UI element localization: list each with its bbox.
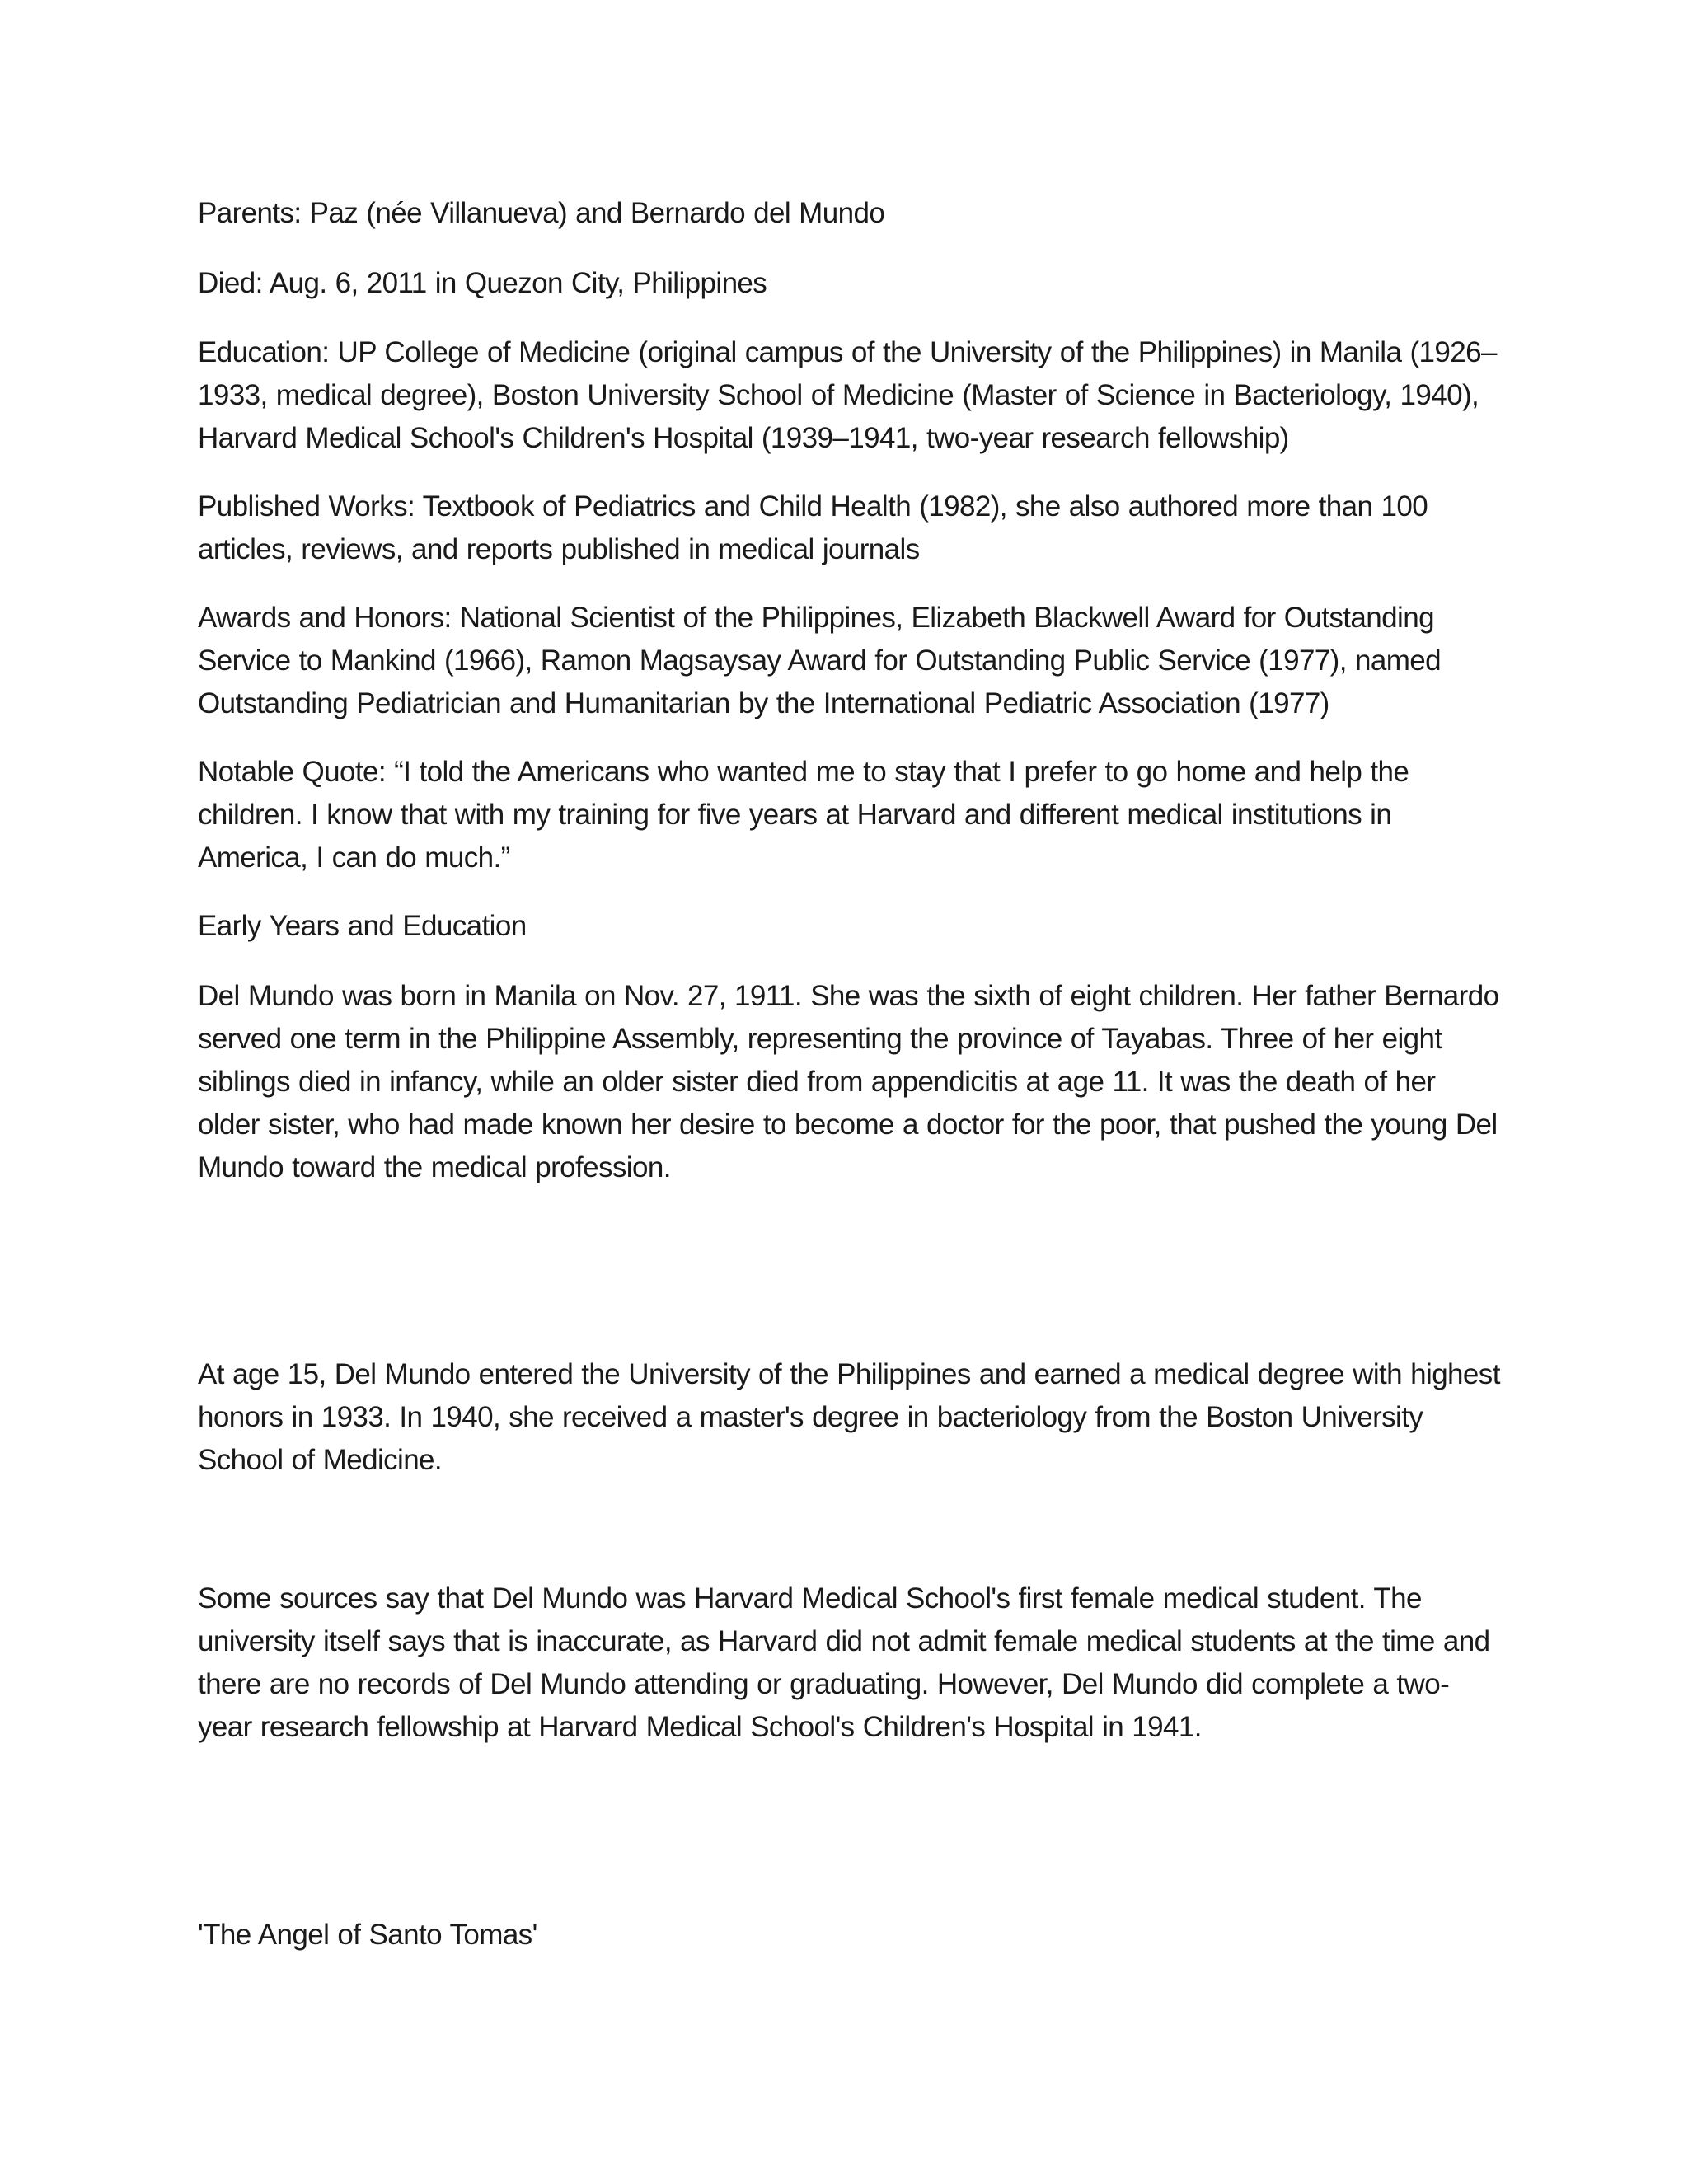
education-paragraph: Education: UP College of Medicine (original campus of the University of the Philippines) in Manila (1926–1933, medical degree), Boston University School of Medicine (Master of Science in Bacteriology, 1940), Harvard Medical School's Children's Hospital (1939–1941, two-year research fellowship) xyxy=(198,336,1497,454)
awards-paragraph: Awards and Honors: National Scientist of the Philippines, Elizabeth Blackwell Award for Outstanding Service to Mankind (1966), Ramon Magsaysay Award for Outstanding Public Service (1977), named Outstanding Pediatrician and Humanitarian by the International Pediatric Association (1977) xyxy=(198,602,1441,719)
notable-quote-paragraph: Notable Quote: “I told the Americans who wanted me to stay that I prefer to go home and help the children. I know that with my training for five years at Harvard and different medical institutions in America, I can do much.” xyxy=(198,756,1409,874)
section-heading-early-years: Early Years and Education xyxy=(198,910,527,942)
harvard-paragraph: Some sources say that Del Mundo was Harvard Medical School's first female medical student. The university itself says that is inaccurate, as Harvard did not admit female medical students at the time and there are no records of Del Mundo attending or graduating. However, Del Mundo did complete a two-year research fellowship at Harvard Medical School's Children's Hospital in 1941. xyxy=(198,1582,1490,1743)
early-years-paragraph: Del Mundo was born in Manila on Nov. 27, 1911. She was the sixth of eight children. Her father Bernardo served one term in the Philippine Assembly, representing the province of Tayabas. Three of her eight siblings died in infancy, while an older sister died from appendicitis at age 11. It was the death of her older sister, who had made known her desire to become a doctor for the poor, that pushed the young Del Mundo toward the medical profession. xyxy=(198,980,1499,1183)
section-heading-angel-of-santo-tomas: 'The Angel of Santo Tomas' xyxy=(198,1919,537,1951)
published-works-paragraph: Published Works: Textbook of Pediatrics and Child Health (1982), she also authored more than 100 articles, reviews, and reports published in medical journals xyxy=(198,490,1428,565)
died-paragraph: Died: Aug. 6, 2011 in Quezon City, Philippines xyxy=(198,267,767,299)
age-15-paragraph: At age 15, Del Mundo entered the University of the Philippines and earned a medical degree with highest honors in 1933. In 1940, she received a master's degree in bacteriology from the Boston University School of Medicine. xyxy=(198,1358,1500,1476)
parents-paragraph: Parents: Paz (née Villanueva) and Bernardo del Mundo xyxy=(198,197,885,229)
